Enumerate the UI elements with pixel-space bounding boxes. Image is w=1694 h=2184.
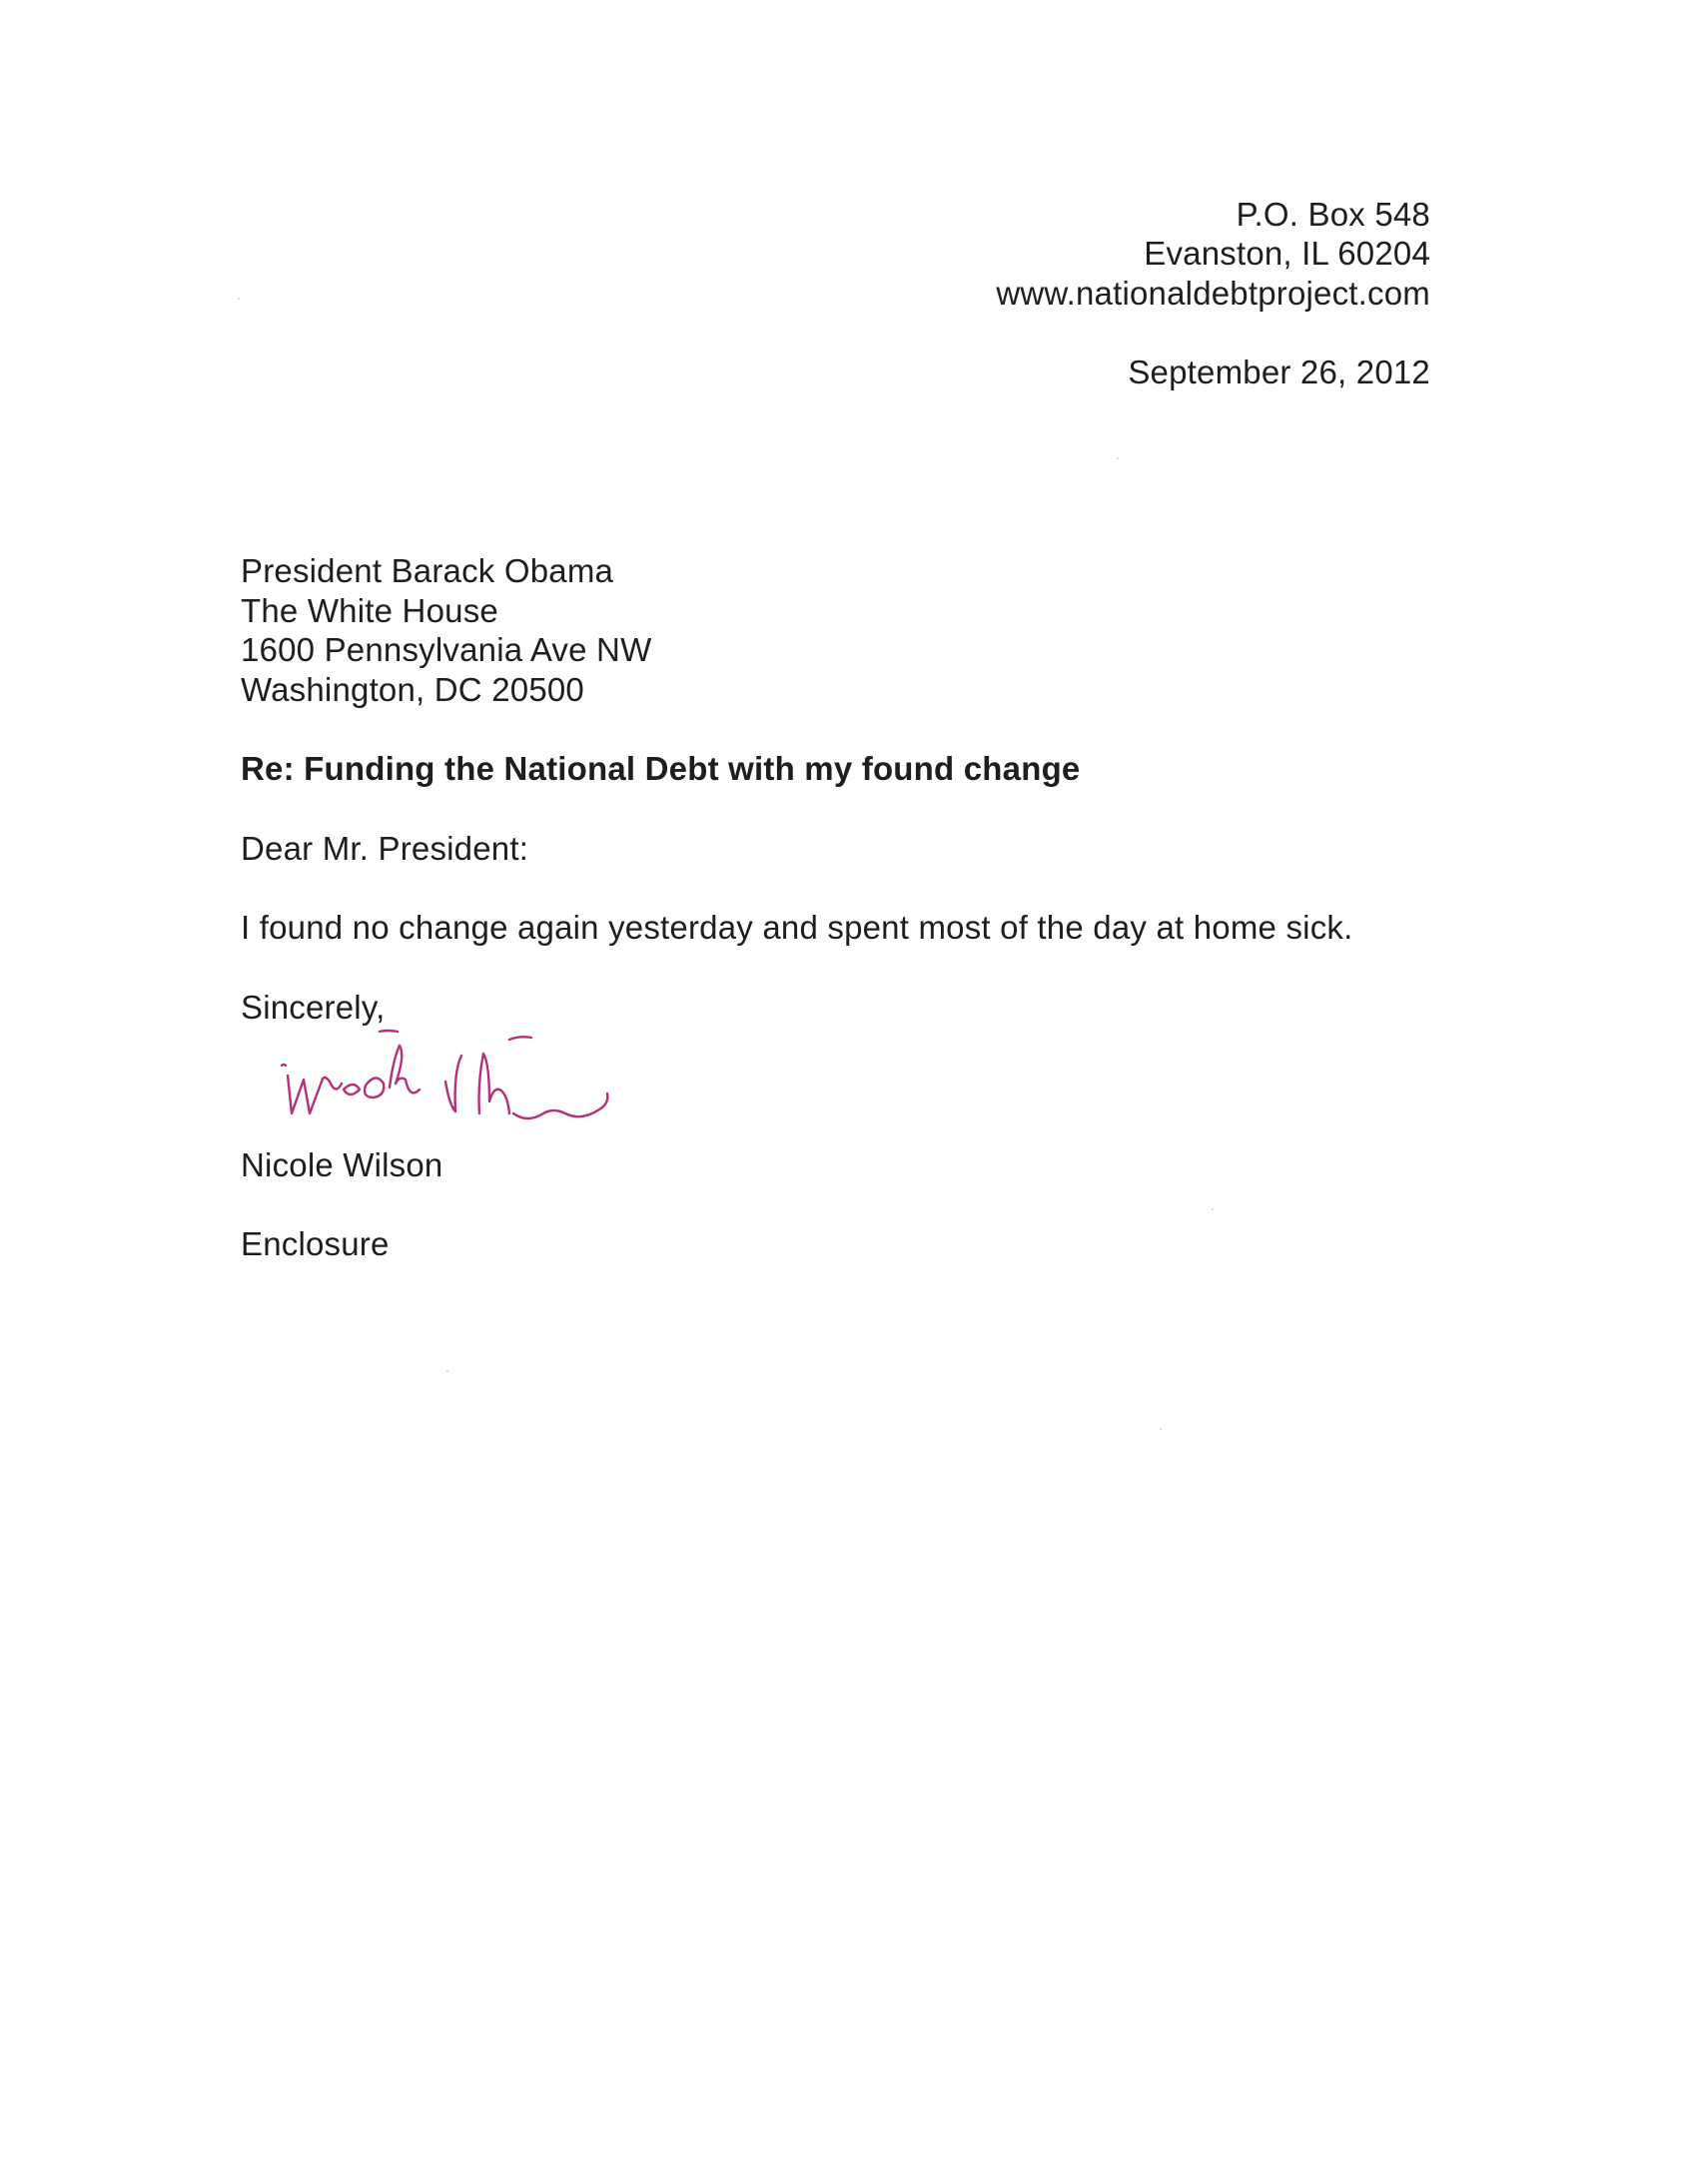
salutation: Dear Mr. President: (241, 830, 529, 867)
recipient-line4: Washington, DC 20500 (241, 671, 584, 708)
scan-speck (446, 1370, 448, 1372)
scan-speck (1160, 1428, 1162, 1430)
recipient-line3: 1600 Pennsylvania Ave NW (241, 631, 652, 668)
recipient-line2: The White House (241, 592, 498, 629)
letter-date: September 26, 2012 (1128, 354, 1430, 390)
sender-address-line1: P.O. Box 548 (1236, 196, 1430, 233)
closing: Sincerely, (241, 989, 386, 1026)
recipient-name: President Barack Obama (241, 552, 614, 589)
sender-address-line2: Evanston, IL 60204 (1144, 235, 1430, 272)
handwritten-signature (270, 1024, 729, 1143)
sender-website: www.nationaldebtproject.com (996, 275, 1430, 312)
scan-speck (1117, 457, 1119, 459)
letter-body: I found no change again yesterday and spent most of the day at home sick. (241, 909, 1353, 946)
enclosure-note: Enclosure (241, 1225, 390, 1262)
scan-speck (238, 298, 240, 300)
subject-line: Re: Funding the National Debt with my found change (241, 750, 1081, 787)
signer-name: Nicole Wilson (241, 1146, 443, 1183)
scan-speck (1212, 1208, 1214, 1210)
